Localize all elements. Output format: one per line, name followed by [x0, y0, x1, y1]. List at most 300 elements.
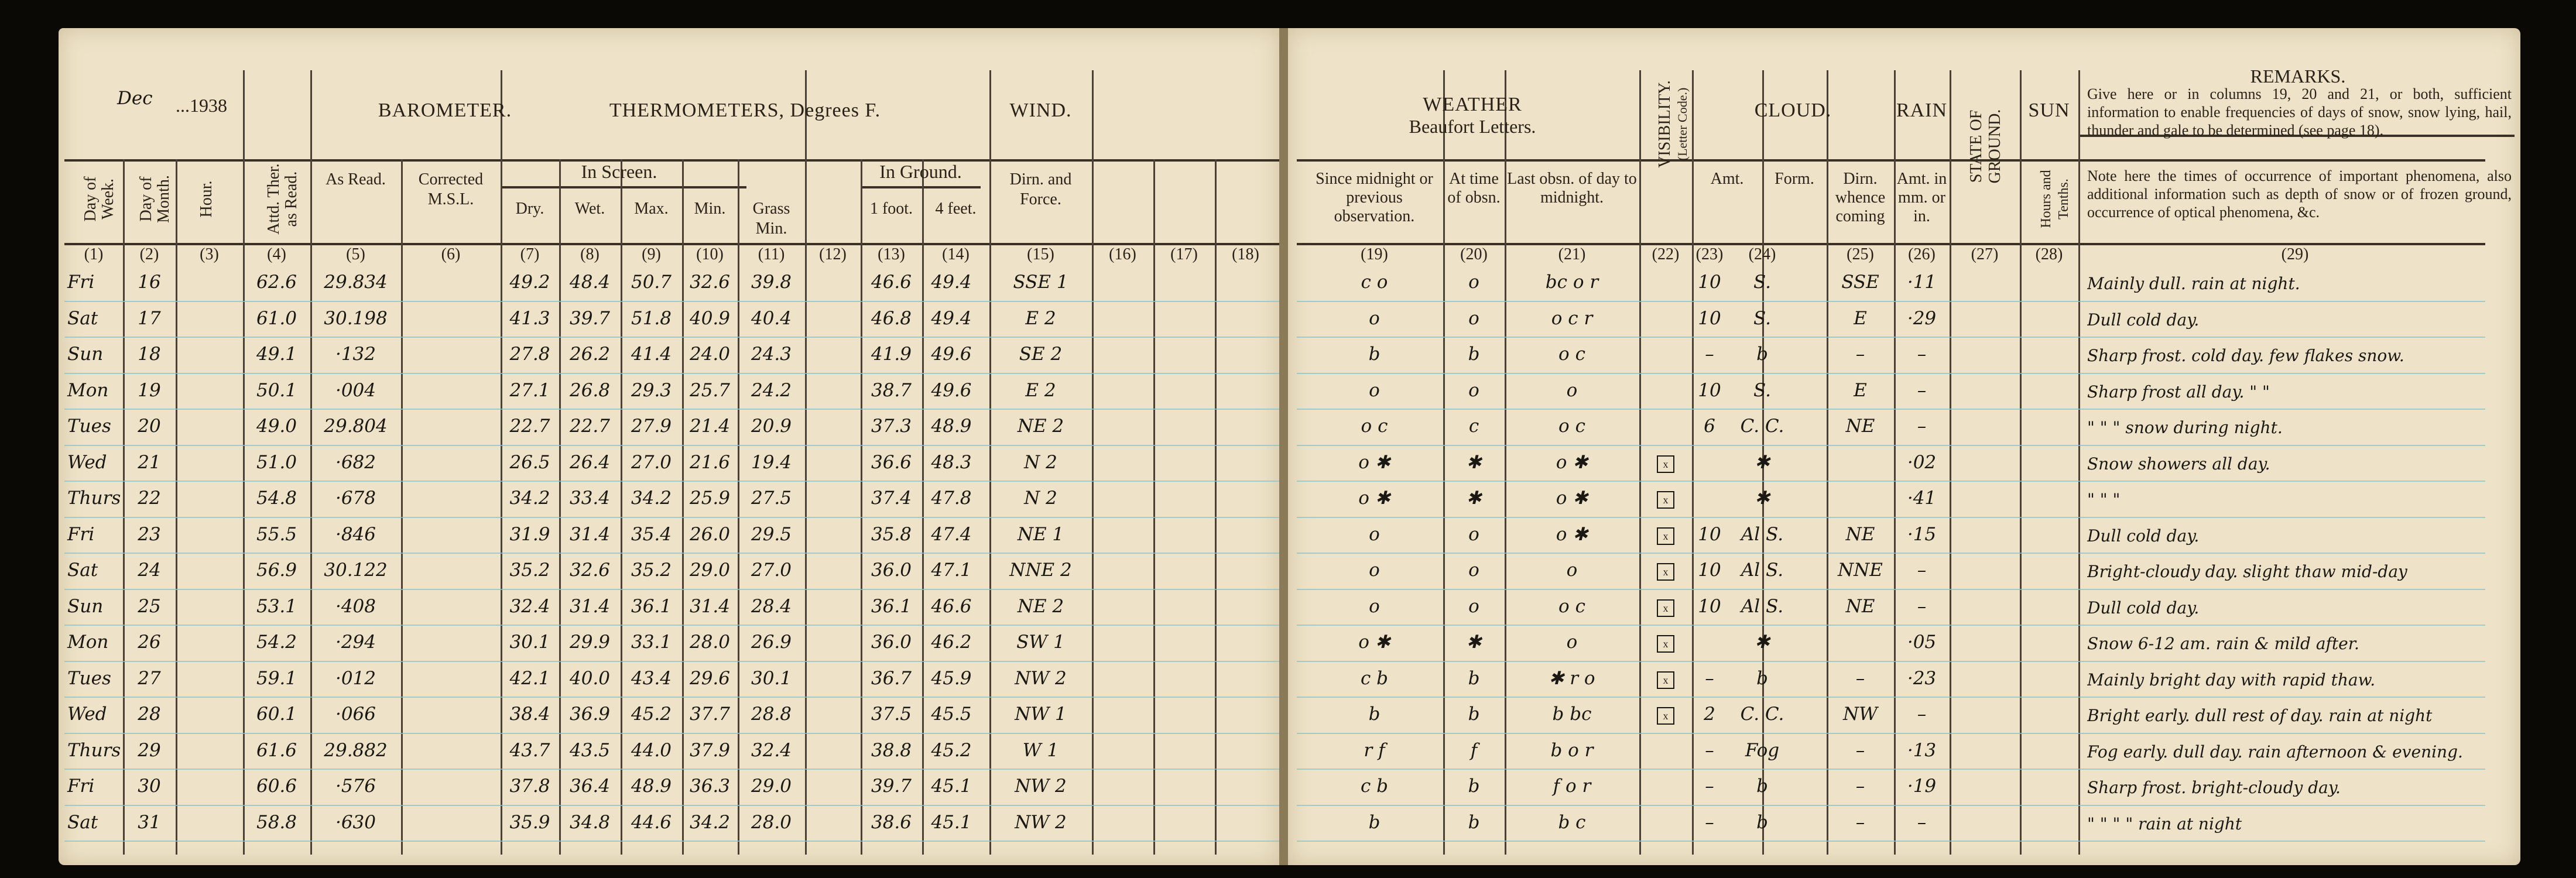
cell-value: ✱: [1755, 488, 1770, 509]
cell-value: Fri: [67, 776, 95, 797]
cell-value: 50.7: [631, 272, 672, 293]
cell-value: 42.1: [509, 667, 550, 689]
cell-value: 31.4: [569, 595, 611, 617]
cell-value: r f: [1364, 739, 1385, 761]
cell-value: 48.4: [569, 272, 611, 293]
cell-value: 49.6: [931, 344, 972, 365]
cell-value: 43.7: [509, 739, 550, 761]
cell-value: f o r: [1553, 776, 1591, 797]
cell-value: 48.9: [931, 416, 972, 437]
visibility-box-icon: x: [1657, 707, 1674, 725]
cell-value: 32.4: [751, 739, 792, 761]
cell-value: SSE 1: [1013, 272, 1068, 293]
cell-value: Tues: [67, 667, 111, 689]
remark-text: " " " snow during night.: [2087, 418, 2283, 437]
cell-value: Fog: [1745, 739, 1780, 761]
cell-value: b: [1368, 811, 1381, 833]
remark-text: Dull cold day.: [2087, 310, 2200, 330]
in-ground-rule: [861, 186, 981, 188]
column-number: (1): [84, 245, 104, 263]
cell-value: o: [1369, 560, 1380, 581]
cell-value: –: [1917, 379, 1927, 401]
cell-value: bc o r: [1545, 272, 1599, 293]
column-number: (4): [267, 245, 286, 263]
cell-value: NW 2: [1015, 776, 1067, 797]
ruled-line: [1297, 445, 2485, 446]
in-screen-rule: [501, 186, 746, 188]
ruled-line: [64, 553, 1279, 554]
cell-value: 39.8: [751, 272, 792, 293]
cell-value: b: [1368, 344, 1381, 365]
cell-value: 49.0: [256, 416, 297, 437]
cell-value: 29.0: [751, 776, 792, 797]
cell-value: 27.5: [751, 488, 792, 509]
cell-value: NE 1: [1017, 523, 1064, 545]
cell-value: NE: [1845, 416, 1875, 437]
cell-value: NE 2: [1017, 595, 1064, 617]
column-number: (23): [1695, 245, 1724, 263]
column-number: (6): [441, 245, 461, 263]
cell-value: Sat: [67, 811, 98, 833]
column-number: (19): [1361, 245, 1388, 263]
remark-text: Sharp frost. cold day. few flakes snow.: [2087, 346, 2404, 365]
cell-value: ·294: [335, 632, 376, 653]
cell-value: 22.7: [569, 416, 611, 437]
cell-value: 43.4: [631, 667, 672, 689]
cell-value: –: [1855, 739, 1865, 761]
cell-value: 25.9: [689, 488, 731, 509]
cell-value: Sat: [67, 560, 98, 581]
cell-value: c: [1468, 416, 1479, 437]
ruled-line: [64, 589, 1279, 590]
cell-value: ·19: [1907, 776, 1937, 797]
cell-value: 33.4: [569, 488, 611, 509]
cell-value: 47.8: [931, 488, 972, 509]
column-divider: [2020, 70, 2022, 855]
cell-value: 44.6: [631, 811, 672, 833]
cell-value: 32.6: [689, 272, 731, 293]
cell-value: 35.9: [509, 811, 550, 833]
cell-value: o: [1369, 379, 1380, 401]
cell-value: b bc: [1552, 704, 1592, 725]
visibility-sub: (Letter Code.): [1675, 87, 1690, 161]
column-number: (14): [942, 245, 970, 263]
cell-value: 24: [138, 560, 161, 581]
cell-value: NNE 2: [1009, 560, 1072, 581]
cell-value: ·678: [335, 488, 376, 509]
column-number: (7): [520, 245, 540, 263]
ruled-line: [64, 805, 1279, 806]
cell-value: 27.0: [751, 560, 792, 581]
cell-value: 36.6: [871, 451, 912, 473]
remark-text: Mainly bright day with rapid thaw.: [2087, 670, 2376, 690]
cell-value: 45.2: [931, 739, 972, 761]
cell-value: o c: [1558, 416, 1585, 437]
cell-value: 2: [1704, 704, 1715, 725]
cell-value: 6: [1704, 416, 1715, 437]
cell-value: E: [1854, 307, 1867, 329]
cell-value: b c: [1558, 811, 1586, 833]
cell-value: ·23: [1907, 667, 1937, 689]
cell-value: N 2: [1024, 451, 1057, 473]
cell-value: o: [1468, 523, 1479, 545]
weather-heading: WEATHER: [1423, 94, 1522, 115]
cell-value: 48.3: [931, 451, 972, 473]
cell-value: ·05: [1907, 632, 1937, 653]
cell-value: 30.198: [324, 307, 388, 329]
cell-value: [1692, 632, 1727, 657]
cell-value: 30.1: [751, 667, 792, 689]
wind-heading: WIND.: [1009, 100, 1072, 121]
cell-value: 29.5: [751, 523, 792, 545]
thermometers-heading: THERMOMETERS, Degrees F.: [609, 100, 881, 121]
cell-value: 41.4: [631, 344, 672, 365]
cell-value: S.: [1753, 379, 1771, 401]
cell-value: 37.8: [509, 776, 550, 797]
column-header: Grass Min.: [752, 200, 790, 238]
cell-value: [1692, 452, 1727, 478]
column-divider: [1639, 70, 1641, 855]
cell-value: 33.1: [631, 632, 672, 653]
cell-value: –: [1855, 667, 1865, 689]
cell-value: 37.4: [871, 488, 912, 509]
cell-value: ·13: [1907, 739, 1937, 761]
cell-value: 31.9: [509, 523, 550, 545]
column-number: (29): [2281, 245, 2309, 263]
cell-value: –: [1705, 344, 1714, 365]
cell-value: 59.1: [256, 667, 297, 689]
ruled-line: [64, 445, 1279, 446]
cell-value: –: [1917, 344, 1927, 365]
cell-value: Thurs: [67, 739, 121, 761]
cell-value: NE: [1845, 595, 1875, 617]
cell-value: 46.6: [931, 595, 972, 617]
cell-value: –: [1855, 811, 1865, 833]
cell-value: 26.0: [689, 523, 731, 545]
remark-text: Mainly dull. rain at night.: [2087, 274, 2300, 293]
ruled-line: [1297, 589, 2485, 590]
column-number: (11): [758, 245, 785, 263]
ruled-line: [1297, 481, 2485, 482]
cell-value: 28.0: [689, 632, 731, 653]
cell-value: 40.4: [751, 307, 792, 329]
cell-value: 28.0: [751, 811, 792, 833]
cell-value: 36.0: [871, 560, 912, 581]
cell-value: o ✱: [1556, 523, 1588, 545]
column-divider: [805, 70, 807, 855]
cell-value: 21.6: [689, 451, 731, 473]
cell-value: SE 2: [1019, 344, 1063, 365]
cell-value: 36.3: [689, 776, 731, 797]
cell-value: 20.9: [751, 416, 792, 437]
cell-value: c o: [1361, 272, 1388, 293]
ruled-line: [1297, 841, 2485, 842]
cell-value: ·630: [335, 811, 376, 833]
cell-value: NW: [1843, 704, 1878, 725]
column-number: (26): [1908, 245, 1936, 263]
cell-value: 29.0: [689, 560, 731, 581]
cell-value: 39.7: [569, 307, 611, 329]
cell-value: o: [1468, 595, 1479, 617]
column-header: Last obsn. of day to midnight.: [1507, 170, 1637, 207]
cell-value: 36.1: [871, 595, 912, 617]
state-of-ground-heading: STATE OF GROUND.: [1967, 109, 2004, 184]
cell-value: –: [1917, 595, 1927, 617]
remarks-note-2: Note here the times of occurrence of important phenomena, also additional information such as depth of snow or of frozen ground, occurrence of optical phenomena, &c.: [2087, 167, 2512, 221]
cloud-heading: CLOUD.: [1754, 100, 1832, 121]
cell-value: NW 1: [1015, 704, 1067, 725]
cell-value: o: [1468, 560, 1479, 581]
cell-value: 10: [1698, 560, 1721, 581]
cell-value: S.: [1753, 307, 1771, 329]
cell-value: 24.0: [689, 344, 731, 365]
cell-value: ·004: [335, 379, 376, 401]
cell-value: 61.0: [256, 307, 297, 329]
column-number: (8): [580, 245, 600, 263]
ruled-line: [1297, 733, 2485, 734]
remark-text: " " ": [2087, 490, 2121, 509]
cell-value: 36.9: [569, 704, 611, 725]
ruled-line: [1297, 769, 2485, 770]
column-header: Corrected M.S.L.: [418, 170, 484, 208]
cell-value: 58.8: [256, 811, 297, 833]
cell-value: Sun: [67, 595, 104, 617]
column-divider: [1092, 70, 1094, 855]
column-number: (17): [1170, 245, 1198, 263]
cell-value: 36.0: [871, 632, 912, 653]
remarks-note-1: Give here or in columns 19, 20 and 21, or both, sufficient information to enable frequencies of days of snow, snow lying, hail, thunder and gale to be determined (see page 18).: [2087, 85, 2512, 139]
cell-value: ·846: [335, 523, 376, 545]
cell-value: 21.4: [689, 416, 731, 437]
cell-value: [1827, 452, 1894, 478]
cell-value: 37.9: [689, 739, 731, 761]
column-header: 4 feet.: [935, 200, 977, 218]
cell-value: b: [1468, 776, 1480, 797]
cell-value: o: [1468, 272, 1479, 293]
ruled-line: [1297, 625, 2485, 626]
column-header: Max.: [634, 200, 669, 218]
cell-value: 35.4: [631, 523, 672, 545]
visibility-box-icon: x: [1657, 599, 1674, 617]
cell-value: 19.4: [751, 451, 792, 473]
column-number: (3): [200, 245, 219, 263]
ruled-line: [64, 733, 1279, 734]
cell-value: [1827, 488, 1894, 513]
in-screen-heading: In Screen.: [581, 161, 657, 182]
visibility-box-icon: x: [1657, 455, 1674, 473]
column-header: Attd. Ther. as Read.: [264, 163, 300, 235]
cell-value: S.: [1753, 272, 1771, 293]
cell-value: [1827, 632, 1894, 657]
cell-value: W 1: [1022, 739, 1059, 761]
cell-value: 31: [138, 811, 161, 833]
remark-text: Sharp frost all day. " ": [2087, 382, 2270, 402]
cell-value: b: [1468, 704, 1480, 725]
cell-value: 29.6: [689, 667, 731, 689]
cell-value: 27.0: [631, 451, 672, 473]
cell-value: 45.1: [931, 811, 972, 833]
cell-value: SSE: [1841, 272, 1879, 293]
cell-value: b: [1468, 667, 1480, 689]
cell-value: b: [1756, 667, 1768, 689]
column-number: (24): [1748, 245, 1776, 263]
ruled-line: [1297, 553, 2485, 554]
column-number: (2): [139, 245, 159, 263]
cell-value: –: [1917, 811, 1927, 833]
cell-value: ·15: [1907, 523, 1937, 545]
cell-value: 19: [138, 379, 161, 401]
cell-value: o ✱: [1358, 632, 1390, 653]
cell-value: c b: [1360, 776, 1389, 797]
cell-value: C. C.: [1740, 704, 1784, 725]
cell-value: Sat: [67, 307, 98, 329]
cell-value: 25: [138, 595, 161, 617]
cell-value: b: [1368, 704, 1381, 725]
cell-value: –: [1855, 344, 1865, 365]
column-header: Day of Week.: [81, 176, 117, 222]
cell-value: 29: [138, 739, 161, 761]
cell-value: E: [1854, 379, 1867, 401]
cell-value: 32.4: [509, 595, 550, 617]
ruled-line: [64, 697, 1279, 698]
cell-value: ·682: [335, 451, 376, 473]
cell-value: 30: [138, 776, 161, 797]
cell-value: 29.882: [324, 739, 388, 761]
column-number: (5): [346, 245, 365, 263]
cell-value: 31.4: [689, 595, 731, 617]
cell-value: ·408: [335, 595, 376, 617]
cell-value: –: [1705, 776, 1714, 797]
cell-value: b: [1468, 811, 1480, 833]
cell-value: 34.2: [689, 811, 731, 833]
column-number: (18): [1232, 245, 1259, 263]
cell-value: o: [1566, 379, 1578, 401]
ruled-line: [1297, 373, 2485, 374]
cell-value: ·41: [1907, 488, 1937, 509]
column-header: Min.: [694, 200, 726, 218]
ruled-line: [64, 769, 1279, 770]
cell-value: 27.1: [509, 379, 550, 401]
remark-text: Fog early. dull day. rain afternoon & evening.: [2087, 742, 2463, 762]
cell-value: 38.4: [509, 704, 550, 725]
cell-value: 22.7: [509, 416, 550, 437]
cell-value: c b: [1360, 667, 1389, 689]
column-number: (16): [1109, 245, 1136, 263]
year-label: ...1938: [176, 95, 227, 116]
cell-value: 32.6: [569, 560, 611, 581]
cell-value: 56.9: [256, 560, 297, 581]
ruled-line: [64, 409, 1279, 410]
cell-value: Thurs: [67, 488, 121, 509]
column-number: (13): [878, 245, 905, 263]
cell-value: 22: [138, 488, 161, 509]
cell-value: 25.7: [689, 379, 731, 401]
column-header: Form.: [1775, 170, 1814, 188]
book-gutter: [1279, 28, 1288, 865]
cell-value: o c r: [1551, 307, 1593, 329]
cell-value: o ✱: [1358, 488, 1390, 509]
cell-value: 49.4: [931, 272, 972, 293]
cell-value: b: [1756, 811, 1768, 833]
cell-value: ·11: [1907, 272, 1937, 293]
cell-value: 36.4: [569, 776, 611, 797]
cell-value: 23: [138, 523, 161, 545]
cell-value: 26.2: [569, 344, 611, 365]
ruled-line: [1297, 661, 2485, 662]
cell-value: 26.5: [509, 451, 550, 473]
cell-value: 41.9: [871, 344, 912, 365]
cell-value: 18: [138, 344, 161, 365]
cell-value: 46.6: [871, 272, 912, 293]
cell-value: 54.8: [256, 488, 297, 509]
cell-value: 29.3: [631, 379, 672, 401]
cell-value: 62.6: [256, 272, 297, 293]
column-number: (12): [819, 245, 847, 263]
remark-text: " " " " rain at night: [2087, 814, 2242, 834]
column-number: (10): [696, 245, 724, 263]
cell-value: 49.4: [931, 307, 972, 329]
cell-value: C. C.: [1740, 416, 1784, 437]
cell-value: Mon: [67, 379, 109, 401]
cell-value: 20: [138, 416, 161, 437]
cell-value: 28.4: [751, 595, 792, 617]
cell-value: –: [1705, 811, 1714, 833]
cell-value: o: [1468, 307, 1479, 329]
cell-value: Fri: [67, 272, 95, 293]
column-header: Amt. in mm. or in.: [1896, 170, 1947, 225]
cell-value: 40.0: [569, 667, 611, 689]
column-number: (22): [1652, 245, 1680, 263]
cell-value: 24.3: [751, 344, 792, 365]
remarks-heading: REMARKS.: [2250, 66, 2346, 87]
cell-value: 16: [138, 272, 161, 293]
cell-value: ✱: [1755, 632, 1770, 653]
column-number: (25): [1847, 245, 1874, 263]
column-header: Dirn. whence coming: [1835, 170, 1886, 225]
cell-value: 51.0: [256, 451, 297, 473]
column-number: (15): [1027, 245, 1054, 263]
cell-value: 40.9: [689, 307, 731, 329]
cell-value: 30.1: [509, 632, 550, 653]
cell-value: o c: [1558, 595, 1585, 617]
cell-value: 26.8: [569, 379, 611, 401]
cell-value: 38.6: [871, 811, 912, 833]
remark-text: Snow showers all day.: [2087, 454, 2270, 474]
cell-value: 43.5: [569, 739, 611, 761]
column-number: (21): [1558, 245, 1586, 263]
visibility-box-icon: x: [1657, 527, 1674, 545]
cell-value: o c: [1361, 416, 1388, 437]
ruled-line: [1297, 301, 2485, 302]
column-number: (20): [1460, 245, 1488, 263]
cell-value: NE 2: [1017, 416, 1064, 437]
cell-value: 38.8: [871, 739, 912, 761]
column-header: Day of Month.: [137, 175, 173, 223]
cell-value: –: [1705, 667, 1714, 689]
cell-value: Al S.: [1741, 523, 1784, 545]
cell-value: 37.3: [871, 416, 912, 437]
cell-value: 45.2: [631, 704, 672, 725]
remark-text: Bright-cloudy day. slight thaw mid-day: [2087, 562, 2407, 581]
visibility-heading: VISIBILITY.: [1656, 80, 1674, 168]
cell-value: 53.1: [256, 595, 297, 617]
month-label: Dec: [117, 88, 153, 109]
beaufort-heading: Beaufort Letters.: [1409, 116, 1536, 137]
cell-value: Sun: [67, 344, 104, 365]
cell-value: 27.8: [509, 344, 550, 365]
ruled-line: [64, 625, 1279, 626]
cell-value: 30.122: [324, 560, 388, 581]
